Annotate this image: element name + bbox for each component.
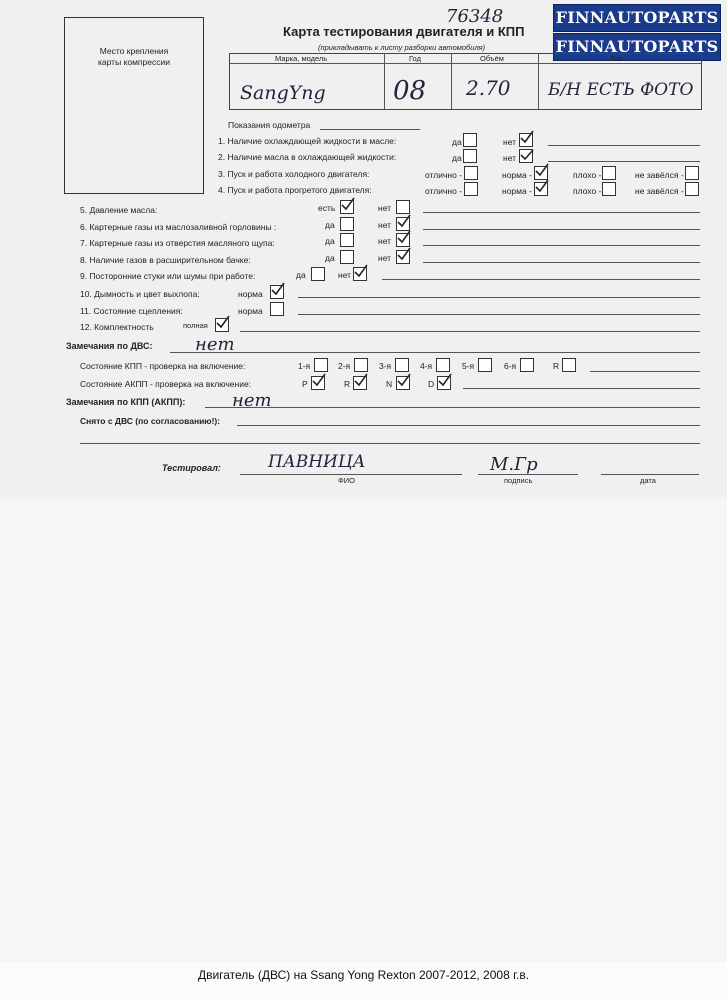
checkmark-icon xyxy=(312,373,326,387)
checkmark-icon xyxy=(535,179,549,193)
item-6-yes-checkbox[interactable] xyxy=(340,217,354,231)
fio-label: ФИО xyxy=(338,476,355,485)
item-4-bad-checkbox[interactable] xyxy=(602,182,616,196)
volume-value: 2.70 xyxy=(466,76,511,100)
year-value: 08 xyxy=(393,76,427,106)
item-3-opt-nostart: не завёлся - xyxy=(635,170,684,180)
item-3-excellent-checkbox[interactable] xyxy=(464,166,478,180)
item-5-opt-no: нет xyxy=(378,203,392,213)
tester-signature-value: М.Гр xyxy=(490,454,538,475)
checkmark-icon xyxy=(438,373,452,387)
item-1-opt-no: нет xyxy=(503,137,517,147)
item-3-opt-normal: норма - xyxy=(502,170,532,180)
item-5-label: 5. Давление масла: xyxy=(80,205,158,215)
kpp-gear-4-checkbox[interactable] xyxy=(436,358,450,372)
photo-attach-box xyxy=(64,17,204,194)
item-4-excellent-checkbox[interactable] xyxy=(464,182,478,196)
kpp-gear-4: 4-я xyxy=(420,361,433,371)
item-9-opt-no: нет xyxy=(338,270,352,280)
item-3-bad-checkbox[interactable] xyxy=(602,166,616,180)
form-title: Карта тестирования двигателя и КПП xyxy=(283,24,525,39)
remarks-engine-label: Замечания по ДВС: xyxy=(66,341,153,351)
item-11-normal-checkbox[interactable] xyxy=(270,302,284,316)
item-11-label: 11. Состояние сцепления: xyxy=(80,306,183,316)
item-8-yes-checkbox[interactable] xyxy=(340,250,354,264)
checkmark-icon xyxy=(397,214,411,228)
item-3-opt-bad: плохо - xyxy=(573,170,602,180)
item-2-opt-no: нет xyxy=(503,153,517,163)
akpp-gear-r: R xyxy=(344,379,351,389)
item-4-opt-bad: плохо - xyxy=(573,186,602,196)
item-9-yes-checkbox[interactable] xyxy=(311,267,325,281)
remarks-engine-value: нет xyxy=(195,334,235,355)
item-7-label: 7. Картерные газы из отверстия масляного щупа: xyxy=(80,238,275,248)
photo-box-label-1: Место крепления xyxy=(99,46,169,56)
item-11-opt-normal: норма xyxy=(238,306,263,316)
handwritten-stock-number: 76348 xyxy=(446,6,504,27)
akpp-label: Состояние АКПП - проверка на включение: xyxy=(80,379,252,389)
kpp-gear-3: 3-я xyxy=(379,361,392,371)
item-10-label: 10. Дымность и цвет выхлопа: xyxy=(80,289,200,299)
checkmark-icon xyxy=(216,315,230,329)
kpp-gear-1-checkbox[interactable] xyxy=(314,358,328,372)
item-8-opt-no: нет xyxy=(378,253,392,263)
item-3-opt-excellent: отлично - xyxy=(425,170,462,180)
item-2-label: 2. Наличие масла в охлаждающей жидкости: xyxy=(218,152,397,162)
tested-by-label: Тестировал: xyxy=(162,463,221,473)
removed-from-engine-label: Снято с ДВС (по согласованию!): xyxy=(80,416,221,426)
item-4-label: 4. Пуск и работа прогретого двигателя: xyxy=(218,185,372,195)
checkmark-icon xyxy=(271,282,285,296)
item-1-yes-checkbox[interactable] xyxy=(463,133,477,147)
kpp-gear-r-checkbox[interactable] xyxy=(562,358,576,372)
type-value: Б/Н ЕСТЬ ФОТО xyxy=(548,80,694,100)
item-12-label: 12. Комплектность xyxy=(80,322,154,332)
checkmark-icon xyxy=(520,147,534,161)
make-model-value: SangYng xyxy=(240,82,326,104)
checkmark-icon xyxy=(535,163,549,177)
finnautoparts-logo-repeat: FINNAUTOPARTS xyxy=(553,33,721,61)
item-4-opt-normal: норма - xyxy=(502,186,532,196)
date-label: дата xyxy=(640,476,656,485)
item-10-opt-normal: норма xyxy=(238,289,263,299)
kpp-gear-2-checkbox[interactable] xyxy=(354,358,368,372)
kpp-gear-6-checkbox[interactable] xyxy=(520,358,534,372)
item-1-opt-yes: да xyxy=(452,137,462,147)
item-7-opt-no: нет xyxy=(378,236,392,246)
checkmark-icon xyxy=(354,264,368,278)
kpp-gear-5-checkbox[interactable] xyxy=(478,358,492,372)
table-header-make-model: Марка, модель xyxy=(275,54,328,63)
kpp-gear-1: 1-я xyxy=(298,361,311,371)
checkmark-icon xyxy=(397,247,411,261)
item-2-yes-checkbox[interactable] xyxy=(463,149,477,163)
item-7-opt-yes: да xyxy=(325,236,335,246)
checkmark-icon xyxy=(520,130,534,144)
table-header-year: Год xyxy=(409,54,421,63)
checkmark-icon xyxy=(397,230,411,244)
kpp-gear-3-checkbox[interactable] xyxy=(395,358,409,372)
item-6-label: 6. Картерные газы из маслозаливной горловины : xyxy=(80,222,277,232)
checkmark-icon xyxy=(397,373,411,387)
item-2-opt-yes: да xyxy=(452,153,462,163)
item-1-label: 1. Наличие охлаждающей жидкости в масле: xyxy=(218,136,397,146)
akpp-gear-n: N xyxy=(386,379,393,389)
table-header-type: Тип xyxy=(610,54,623,63)
kpp-gear-2: 2-я xyxy=(338,361,351,371)
remarks-kpp-value: нет xyxy=(232,390,272,411)
remarks-kpp-label: Замечания по КПП (АКПП): xyxy=(66,397,186,407)
item-8-opt-yes: да xyxy=(325,253,335,263)
item-4-opt-excellent: отлично - xyxy=(425,186,462,196)
akpp-gear-d: D xyxy=(428,379,435,389)
checkmark-icon xyxy=(341,197,355,211)
item-3-label: 3. Пуск и работа холодного двигателя: xyxy=(218,169,370,179)
item-9-opt-yes: да xyxy=(296,270,306,280)
item-4-opt-nostart: не завёлся - xyxy=(635,186,684,196)
item-3-nostart-checkbox[interactable] xyxy=(685,166,699,180)
kpp-gear-6: 6-я xyxy=(504,361,517,371)
form-subtitle: (прикладывать к листу разборки автомобиля) xyxy=(318,43,486,52)
finnautoparts-logo: FINNAUTOPARTS xyxy=(553,4,721,32)
akpp-gear-p: P xyxy=(302,379,308,389)
item-8-label: 8. Наличие газов в расширительном бачке: xyxy=(80,255,251,265)
signature-label: подпись xyxy=(504,476,533,485)
item-4-nostart-checkbox[interactable] xyxy=(685,182,699,196)
tester-name-value: ПАВНИЦА xyxy=(268,452,366,472)
kpp-label: Состояние КПП - проверка на включение: xyxy=(80,361,246,371)
item-5-opt-yes: есть xyxy=(318,203,336,213)
odometer-label: Показания одометра xyxy=(228,120,311,130)
table-header-volume: Объём xyxy=(480,54,504,63)
item-5-no-checkbox[interactable] xyxy=(396,200,410,214)
checkmark-icon xyxy=(354,373,368,387)
image-caption: Двигатель (ДВС) на Ssang Yong Rexton 2007-2012, 2008 г.в. xyxy=(197,968,530,982)
item-9-label: 9. Посторонние стуки или шумы при работе: xyxy=(80,271,256,281)
item-6-opt-yes: да xyxy=(325,220,335,230)
item-7-yes-checkbox[interactable] xyxy=(340,233,354,247)
item-12-opt-full: полная xyxy=(183,321,208,330)
item-6-opt-no: нет xyxy=(378,220,392,230)
kpp-gear-r: R xyxy=(553,361,560,371)
kpp-gear-5: 5-я xyxy=(462,361,475,371)
photo-box-label-2: карты компрессии xyxy=(98,57,170,67)
